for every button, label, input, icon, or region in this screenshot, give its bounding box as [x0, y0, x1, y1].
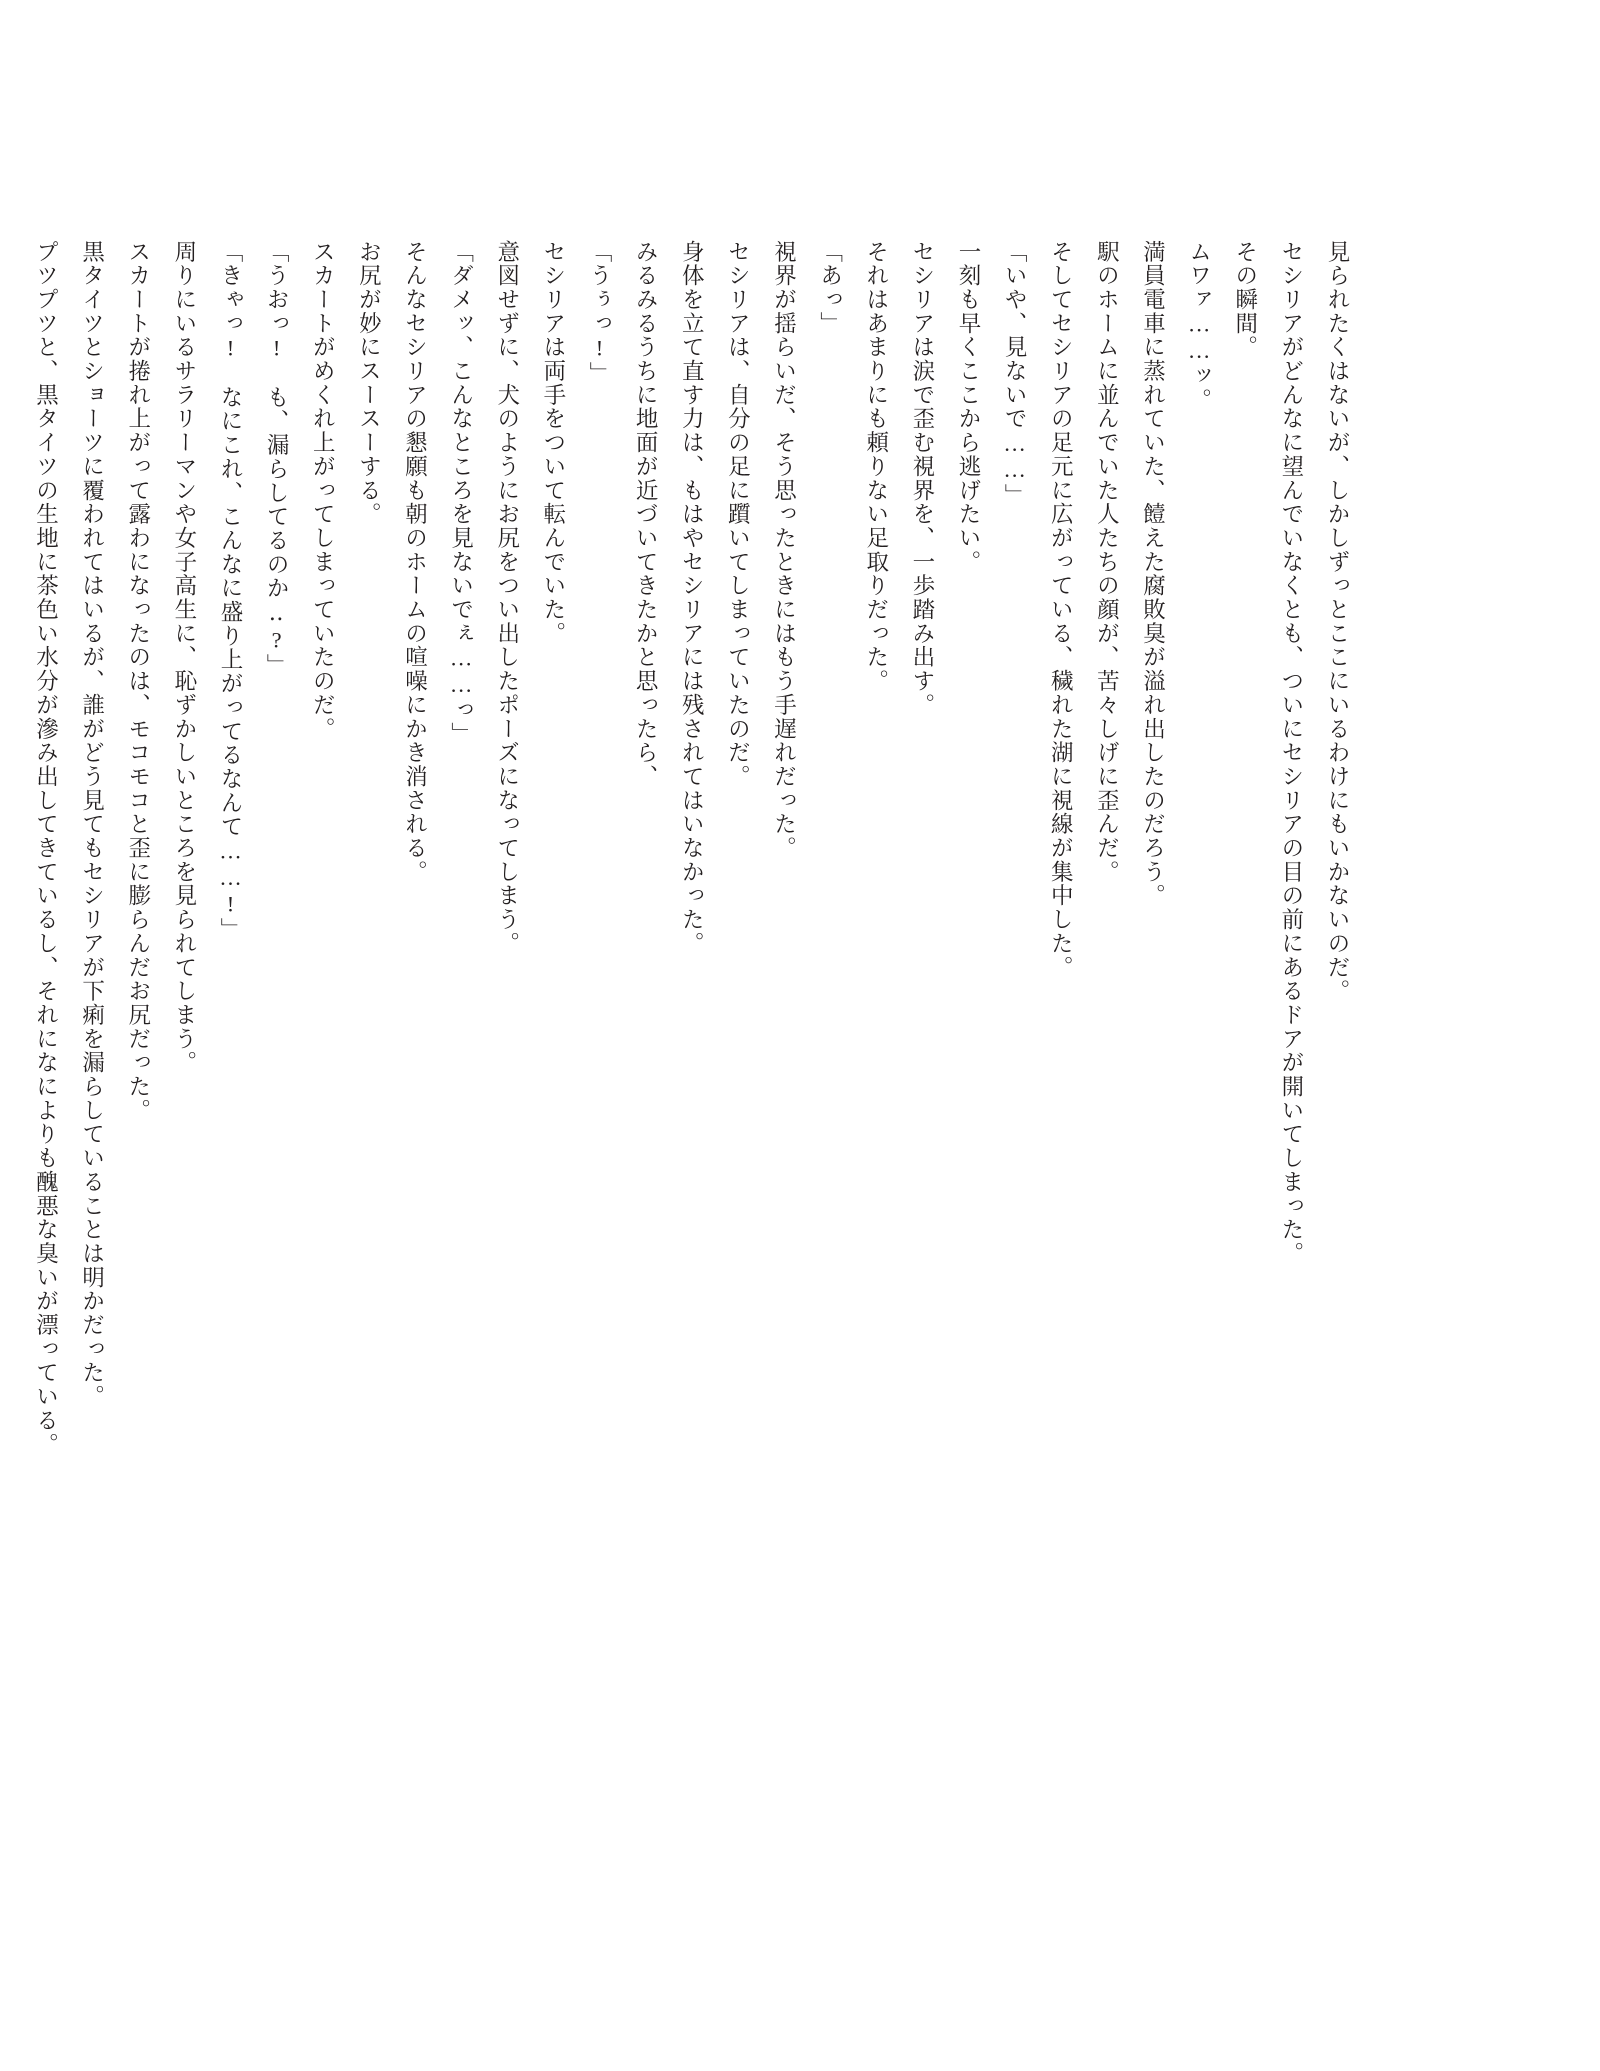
text-line: 周りにいるサラリーマンや女子高生に、恥ずかしいところを見られてしまう。 [171, 240, 197, 1075]
text-line: 「あっ」 [817, 240, 843, 336]
text-line: プツプツと、黒タイツの生地に茶色い水分が滲み出してきているし、それになによりも醜悪な臭いが漂っている。 [33, 240, 59, 1457]
text-line: 意図せずに、犬のようにお尻をつい出したポーズになってしまう。 [494, 240, 520, 956]
text-line: 黒タイツとショーツに覆われてはいるが、誰がどう見てもセシリアが下痢を漏らしていることは明かだった。 [79, 240, 105, 1409]
text-line: スカートが捲れ上がって露わになったのは、モコモコと歪に膨らんだお尻だった。 [125, 240, 151, 1123]
text-line: お尻が妙にスースーする。 [356, 240, 382, 527]
text-line: そんなセシリアの懇願も朝のホームの喧噪にかき消される。 [402, 240, 428, 884]
text-line: セシリアは、自分の足に躓いてしまっていたのだ。 [725, 240, 751, 789]
vertical-text-body [33, 240, 1360, 1740]
text-line: 「ダメッ、こんなところを見ないでぇ……っ」 [448, 240, 474, 746]
text-line: セシリアは両手をついて転んでいた。 [540, 240, 566, 646]
text-line: セシリアがどんなに望んでいなくとも、ついにセシリアの目の前にあるドアが開いてしまった。 [1278, 240, 1304, 1266]
text-line: 満員電車に蒸れていた、饐えた腐敗臭が溢れ出したのだろう。 [1140, 240, 1166, 908]
text-line: セシリアは涙で歪む視界を、一歩踏み出す。 [909, 240, 935, 717]
text-line: そしてセシリアの足元に広がっている、穢れた湖に視線が集中した。 [1048, 240, 1074, 980]
text-line: みるみるうちに地面が近づいてきたかと思ったら、 [633, 240, 659, 789]
text-line: 駅のホームに並んでいた人たちの顔が、苦々しげに歪んだ。 [1094, 240, 1120, 884]
text-line: それはあまりにも頼りない足取りだった。 [863, 240, 889, 694]
text-line: 「きゃっ! なにこれ、こんなに盛り上がってるなんて……!」 [218, 240, 243, 942]
text-line: 見られたくはないが、しかしずっとここにいるわけにもいかないのだ。 [1325, 240, 1350, 1004]
text-line: 「うおっ! も、漏らしてるのか‥?」 [264, 240, 290, 678]
text-line: 身体を立て直す力は、もはやセシリアには残されてはいなかった。 [679, 240, 705, 956]
text-line: 「いや、見ないで……」 [1002, 240, 1028, 508]
text-line: スカートがめくれ上がってしまっていたのだ。 [310, 240, 336, 741]
text-line: 一刻も早くここから逃げたい。 [956, 240, 981, 574]
text-line: その瞬間。 [1232, 240, 1258, 360]
text-line: ムワァ……ッ。 [1186, 240, 1212, 412]
text-line: 「うぅっ!」 [587, 240, 612, 386]
text-line: 視界が揺らいだ、そう思ったときにはもう手遅れだった。 [771, 240, 797, 861]
